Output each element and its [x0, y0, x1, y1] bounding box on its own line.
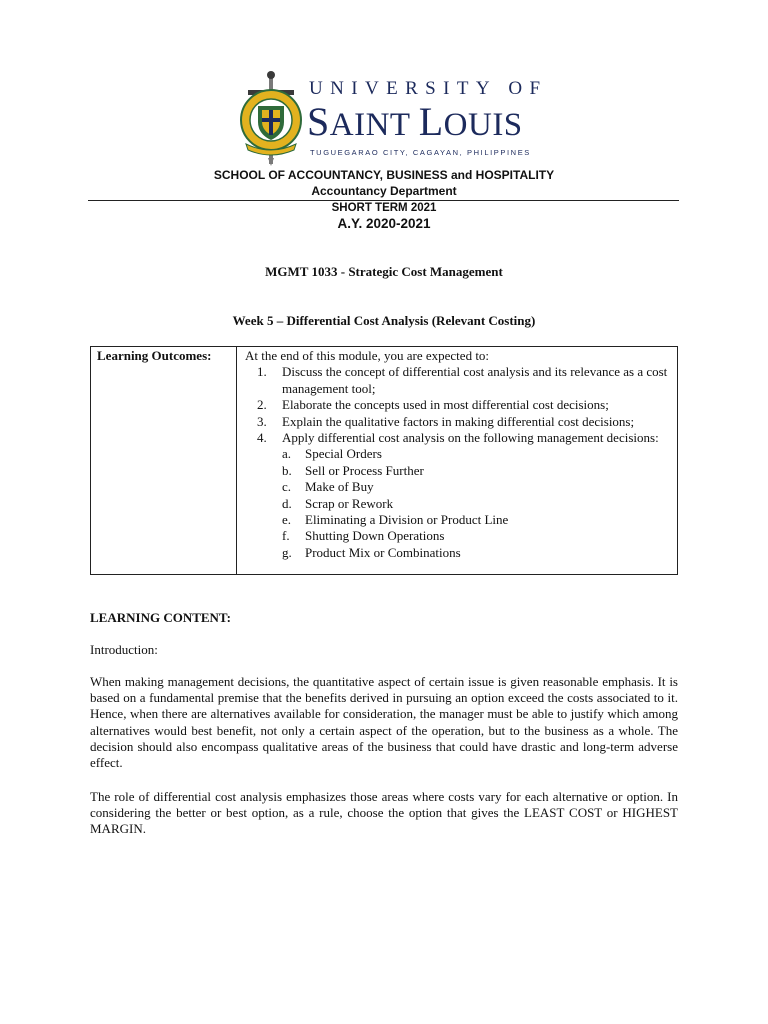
outcome-subitem: [245, 512, 671, 528]
outcome-number: 2.: [257, 397, 267, 413]
course-title: MGMT 1033 - Strategic Cost Management: [265, 264, 503, 279]
introduction-paragraph: When making management decisions, the quantitative aspect of certain issue is given reasonable emphasis. It is based on a fundamental premise that the benefits derived in pursuing an option exceed the costs associated to it. Hence, when there are alternatives available for consideration, the manager must be able to justify which among alternatives would best benefit, not only a certain aspect of the operation, but to the business as a whole. The decision should also encompass qualitative areas of the business that could have drastic and long-term adverse effect.: [90, 674, 678, 771]
outcomes-label-cell: [91, 347, 237, 574]
academic-year: A.Y. 2020-2021: [337, 216, 431, 231]
subitem-text: Scrap or Rework: [305, 495, 394, 511]
subitem-text: Eliminating a Division or Product Line: [305, 512, 509, 528]
outcome-item: [245, 430, 671, 446]
university-name-main: [307, 100, 523, 147]
university-name-letter: L: [418, 99, 444, 144]
outcome-number: 1.: [257, 364, 267, 380]
header-divider: [88, 200, 679, 201]
outcome-subitem: [245, 545, 671, 561]
outcome-item: [245, 397, 671, 413]
subitem-text: Special Orders: [305, 446, 382, 462]
university-seal-icon: [238, 70, 304, 166]
outcome-number: 4.: [257, 430, 267, 446]
university-name-part: OUIS: [443, 107, 523, 143]
outcomes-content-cell: [245, 348, 671, 561]
outcome-item: [245, 414, 671, 430]
outcome-subitem: [245, 496, 671, 512]
subitem-letter: a.: [282, 446, 292, 462]
learning-content-heading: LEARNING CONTENT:: [90, 610, 231, 625]
university-location: TUGUEGARAO CITY, CAGAYAN, PHILIPPINES: [310, 148, 531, 157]
outcomes-list: [245, 364, 671, 561]
week-title: Week 5 – Differential Cost Analysis (Relevant Costing): [232, 313, 536, 328]
subitem-text: Product Mix or Combinations: [305, 544, 461, 560]
subitem-letter: d.: [282, 495, 292, 511]
outcomes-heading: Learning Outcomes:: [97, 348, 212, 363]
outcome-text: Elaborate the concepts used in most differential cost decisions;: [282, 397, 609, 413]
outcome-text: Discuss the concept of differential cost analysis and its relevance as a cost management tool;: [282, 364, 668, 396]
outcome-subitem: [245, 528, 671, 544]
outcome-text: Explain the qualitative factors in making differential cost decisions;: [282, 413, 635, 429]
introduction-label: Introduction:: [90, 642, 158, 657]
outcome-subitem: [245, 446, 671, 462]
subitem-letter: f.: [282, 528, 290, 544]
outcome-number: 3.: [257, 413, 267, 429]
subitem-letter: e.: [282, 512, 292, 528]
subitem-text: Shutting Down Operations: [305, 528, 445, 544]
university-name-part: AINT: [329, 107, 419, 143]
outcome-item: [245, 364, 671, 397]
outcome-text: Apply differential cost analysis on the following management decisions:: [282, 430, 659, 446]
university-name-letter: S: [307, 99, 330, 144]
subitem-letter: c.: [282, 479, 292, 495]
university-name-top: UNIVERSITY OF: [309, 78, 548, 99]
subitem-text: Sell or Process Further: [305, 462, 424, 478]
university-logo: [238, 70, 548, 166]
department-name: Accountancy Department: [311, 184, 457, 198]
school-name: SCHOOL OF ACCOUNTANCY, BUSINESS and HOSPITALITY: [213, 168, 555, 182]
role-paragraph: The role of differential cost analysis emphasizes those areas where costs vary for each alternative or option. In considering the better or best option, as a rule, choose the option that gives the LEAST COST or HIGHEST MARGIN.: [90, 789, 678, 837]
subitem-text: Make of Buy: [305, 479, 374, 495]
outcome-subitem: [245, 463, 671, 479]
subitem-letter: b.: [282, 462, 292, 478]
outcomes-intro: At the end of this module, you are expected to:: [245, 348, 490, 363]
subitem-letter: g.: [282, 544, 292, 560]
learning-outcomes-table: [90, 346, 678, 575]
outcome-subitem: [245, 479, 671, 495]
term-label: SHORT TERM 2021: [331, 202, 437, 214]
